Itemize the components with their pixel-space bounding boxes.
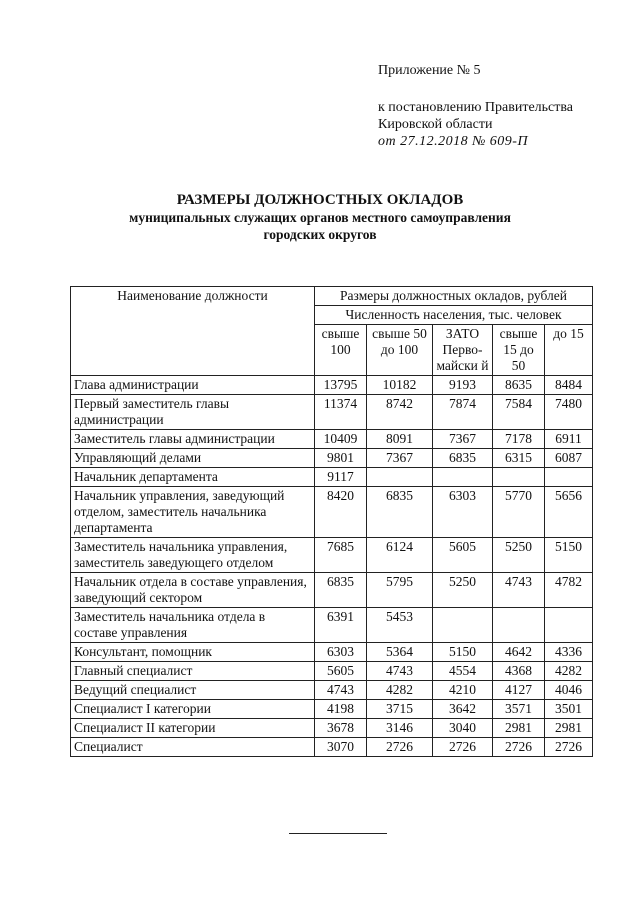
salary-value-cell: 6835 [367, 487, 433, 538]
salary-value-cell: 4642 [493, 643, 545, 662]
salary-value-cell: 8742 [367, 395, 433, 430]
salary-value-cell: 3571 [493, 700, 545, 719]
spacer [378, 79, 573, 99]
salary-value-cell: 4782 [545, 573, 593, 608]
position-name-cell: Начальник управления, заведующий отделом, заместитель начальника департамента [71, 487, 315, 538]
header-salary: Размеры должностных окладов, рублей [315, 287, 593, 306]
salary-value-cell [367, 468, 433, 487]
salary-table [70, 286, 593, 757]
position-name-cell: Первый заместитель главы администрации [71, 395, 315, 430]
table-row [71, 538, 593, 573]
salary-value-cell: 5150 [545, 538, 593, 573]
salary-value-cell: 7685 [315, 538, 367, 573]
salary-value-cell: 5250 [433, 573, 493, 608]
salary-value-cell: 8484 [545, 376, 593, 395]
table-row [71, 395, 593, 430]
salary-value-cell: 4554 [433, 662, 493, 681]
salary-value-cell: 2726 [367, 738, 433, 757]
table-body [71, 376, 593, 757]
salary-value-cell: 4210 [433, 681, 493, 700]
salary-value-cell [545, 468, 593, 487]
header-position: Наименование должности [71, 287, 315, 376]
table-header-row-1 [71, 287, 593, 306]
position-name-cell: Специалист I категории [71, 700, 315, 719]
salary-value-cell: 6087 [545, 449, 593, 468]
salary-value-cell: 7367 [367, 449, 433, 468]
salary-value-cell: 9801 [315, 449, 367, 468]
table-row [71, 430, 593, 449]
bottom-divider [289, 833, 387, 834]
column-header: до 15 [545, 325, 593, 376]
salary-value-cell: 2726 [545, 738, 593, 757]
salary-value-cell: 5250 [493, 538, 545, 573]
salary-value-cell: 2726 [433, 738, 493, 757]
salary-value-cell: 13795 [315, 376, 367, 395]
position-name-cell: Заместитель начальника управления, заместитель заведующего отделом [71, 538, 315, 573]
position-name-cell: Начальник департамента [71, 468, 315, 487]
appendix-date-number: от 27.12.2018 № 609-П [378, 134, 529, 149]
position-name-cell: Глава администрации [71, 376, 315, 395]
column-header: свыше 100 [315, 325, 367, 376]
salary-value-cell: 5795 [367, 573, 433, 608]
salary-value-cell: 4127 [493, 681, 545, 700]
position-name-cell: Специалист II категории [71, 719, 315, 738]
table-row [71, 662, 593, 681]
salary-value-cell: 2726 [493, 738, 545, 757]
column-header: свыше 15 до 50 [493, 325, 545, 376]
table-row [71, 487, 593, 538]
table-row [71, 700, 593, 719]
salary-value-cell [493, 608, 545, 643]
salary-value-cell: 4743 [493, 573, 545, 608]
title-subtitle-line-1: муниципальных служащих органов местного самоуправления [129, 210, 511, 225]
salary-value-cell: 11374 [315, 395, 367, 430]
appendix-region: Кировской области [378, 117, 493, 132]
salary-value-cell: 10409 [315, 430, 367, 449]
table-row [71, 681, 593, 700]
salary-value-cell: 5605 [315, 662, 367, 681]
table-row [71, 719, 593, 738]
table-row [71, 376, 593, 395]
title-subtitle-line-2: городских округов [263, 227, 377, 242]
salary-value-cell: 8635 [493, 376, 545, 395]
salary-value-cell: 7584 [493, 395, 545, 430]
salary-value-cell: 5150 [433, 643, 493, 662]
salary-value-cell: 6315 [493, 449, 545, 468]
column-header: свыше 50 до 100 [367, 325, 433, 376]
position-name-cell: Управляющий делами [71, 449, 315, 468]
salary-value-cell: 6303 [433, 487, 493, 538]
salary-value-cell: 4743 [315, 681, 367, 700]
table-row [71, 608, 593, 643]
salary-value-cell: 7178 [493, 430, 545, 449]
title-main: РАЗМЕРЫ ДОЛЖНОСТНЫХ ОКЛАДОВ [176, 192, 464, 208]
appendix-number: Приложение № 5 [378, 63, 481, 78]
salary-value-cell: 6303 [315, 643, 367, 662]
column-header: ЗАТО Перво-майски й [433, 325, 493, 376]
salary-value-cell: 3501 [545, 700, 593, 719]
salary-value-cell: 3070 [315, 738, 367, 757]
position-name-cell: Начальник отдела в составе управления, заведующий сектором [71, 573, 315, 608]
document-title [0, 192, 640, 243]
salary-value-cell: 6835 [315, 573, 367, 608]
salary-value-cell: 4046 [545, 681, 593, 700]
salary-value-cell: 4743 [367, 662, 433, 681]
salary-value-cell: 4282 [367, 681, 433, 700]
table-row [71, 738, 593, 757]
salary-value-cell: 3146 [367, 719, 433, 738]
salary-value-cell: 2981 [545, 719, 593, 738]
table-row [71, 573, 593, 608]
salary-value-cell: 7367 [433, 430, 493, 449]
salary-value-cell: 5605 [433, 538, 493, 573]
table-row [71, 449, 593, 468]
position-name-cell: Ведущий специалист [71, 681, 315, 700]
salary-value-cell: 3040 [433, 719, 493, 738]
position-name-cell: Консультант, помощник [71, 643, 315, 662]
position-name-cell: Заместитель главы администрации [71, 430, 315, 449]
salary-value-cell: 6391 [315, 608, 367, 643]
salary-value-cell: 7874 [433, 395, 493, 430]
table-row [71, 643, 593, 662]
salary-value-cell: 3642 [433, 700, 493, 719]
salary-value-cell: 5364 [367, 643, 433, 662]
salary-value-cell: 5656 [545, 487, 593, 538]
salary-value-cell: 2981 [493, 719, 545, 738]
position-name-cell: Главный специалист [71, 662, 315, 681]
salary-value-cell: 4282 [545, 662, 593, 681]
salary-value-cell [493, 468, 545, 487]
salary-value-cell [433, 468, 493, 487]
salary-value-cell: 5770 [493, 487, 545, 538]
salary-value-cell: 8091 [367, 430, 433, 449]
table-row [71, 468, 593, 487]
salary-value-cell: 9193 [433, 376, 493, 395]
salary-value-cell: 6835 [433, 449, 493, 468]
header-population: Численность населения, тыс. человек [315, 306, 593, 325]
salary-value-cell: 3715 [367, 700, 433, 719]
position-name-cell: Специалист [71, 738, 315, 757]
appendix-resolution: к постановлению Правительства [378, 100, 574, 115]
salary-value-cell: 4198 [315, 700, 367, 719]
salary-value-cell: 10182 [367, 376, 433, 395]
salary-value-cell [433, 608, 493, 643]
salary-value-cell: 6911 [545, 430, 593, 449]
salary-value-cell: 5453 [367, 608, 433, 643]
salary-value-cell: 4336 [545, 643, 593, 662]
appendix-block [378, 62, 573, 150]
salary-value-cell: 4368 [493, 662, 545, 681]
salary-value-cell: 6124 [367, 538, 433, 573]
salary-value-cell: 7480 [545, 395, 593, 430]
salary-value-cell: 8420 [315, 487, 367, 538]
salary-value-cell [545, 608, 593, 643]
salary-value-cell: 3678 [315, 719, 367, 738]
salary-value-cell: 9117 [315, 468, 367, 487]
position-name-cell: Заместитель начальника отдела в составе управления [71, 608, 315, 643]
